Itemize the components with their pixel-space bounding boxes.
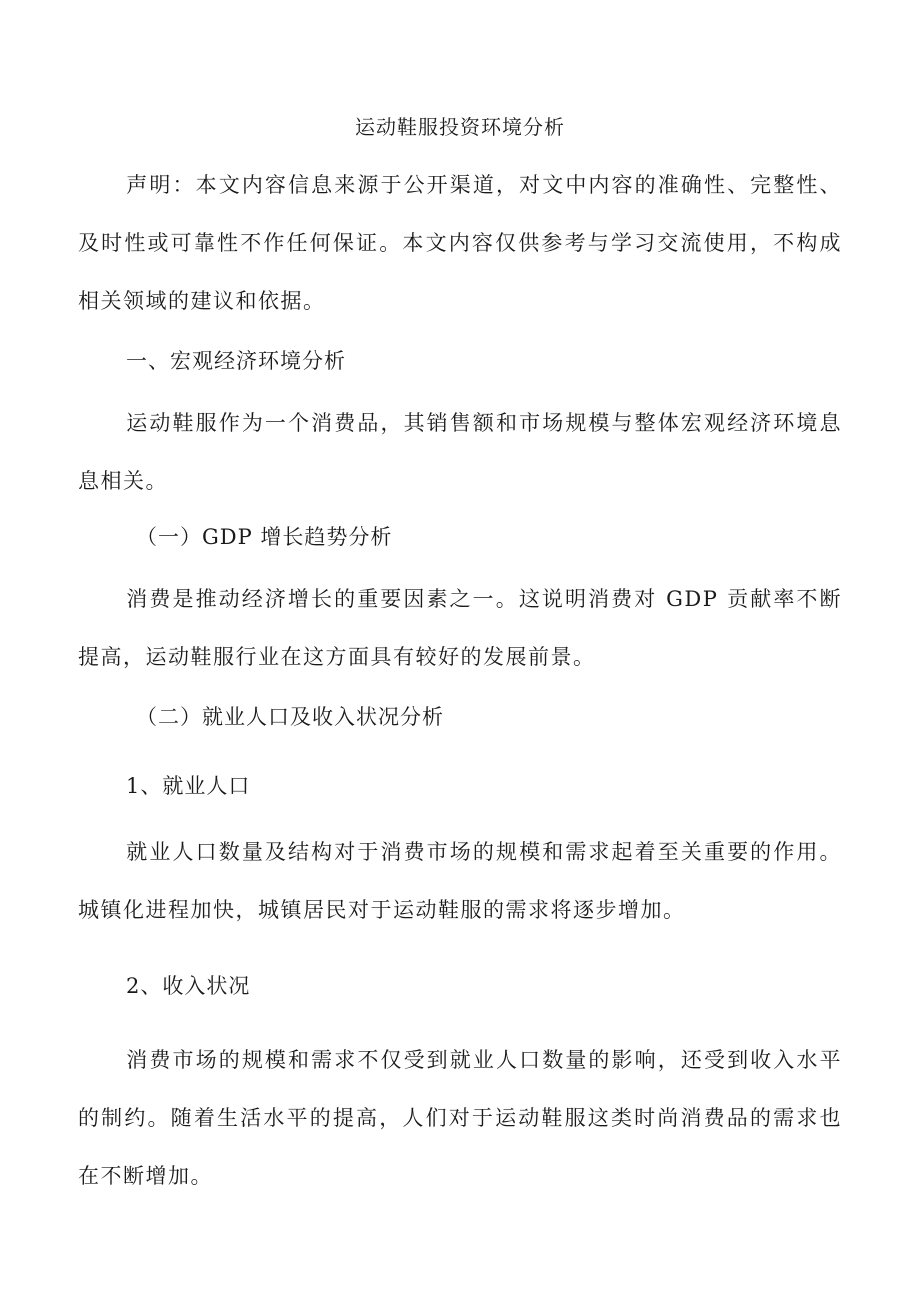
section-heading-macro-economy: 一、宏观经济环境分析 [126, 349, 346, 373]
section-intro-paragraph: 运动鞋服作为一个消费品，其销售额和市场规模与整体宏观经济环境息息相关。 [78, 411, 842, 493]
employment-paragraph: 就业人口数量及结构对于消费市场的规模和需求起着至关重要的作用。城镇化进程加快，城镇居民对于运动鞋服的需求将逐步增加。 [78, 840, 842, 922]
disclaimer-paragraph: 声明：本文内容信息来源于公开渠道，对文中内容的准确性、完整性、及时性或可靠性不作任何保证。本文内容仅供参考与学习交流使用，不构成相关领域的建议和依据。 [78, 173, 842, 313]
document-title: 运动鞋服投资环境分析 [355, 115, 565, 139]
subsection-heading-gdp: （一）GDP 增长趋势分析 [136, 525, 393, 549]
gdp-paragraph: 消费是推动经济增长的重要因素之一。这说明消费对 GDP 贡献率不断提高，运动鞋服行业在这方面具有较好的发展前景。 [78, 587, 842, 669]
subsection-heading-employment-income: （二）就业人口及收入状况分析 [136, 705, 444, 729]
item-heading-employment: 1、就业人口 [126, 774, 251, 798]
income-paragraph: 消费市场的规模和需求不仅受到就业人口数量的影响，还受到收入水平的制约。随着生活水平的提高，人们对于运动鞋服这类时尚消费品的需求也在不断增加。 [78, 1048, 842, 1188]
item-heading-income: 2、收入状况 [126, 974, 251, 998]
